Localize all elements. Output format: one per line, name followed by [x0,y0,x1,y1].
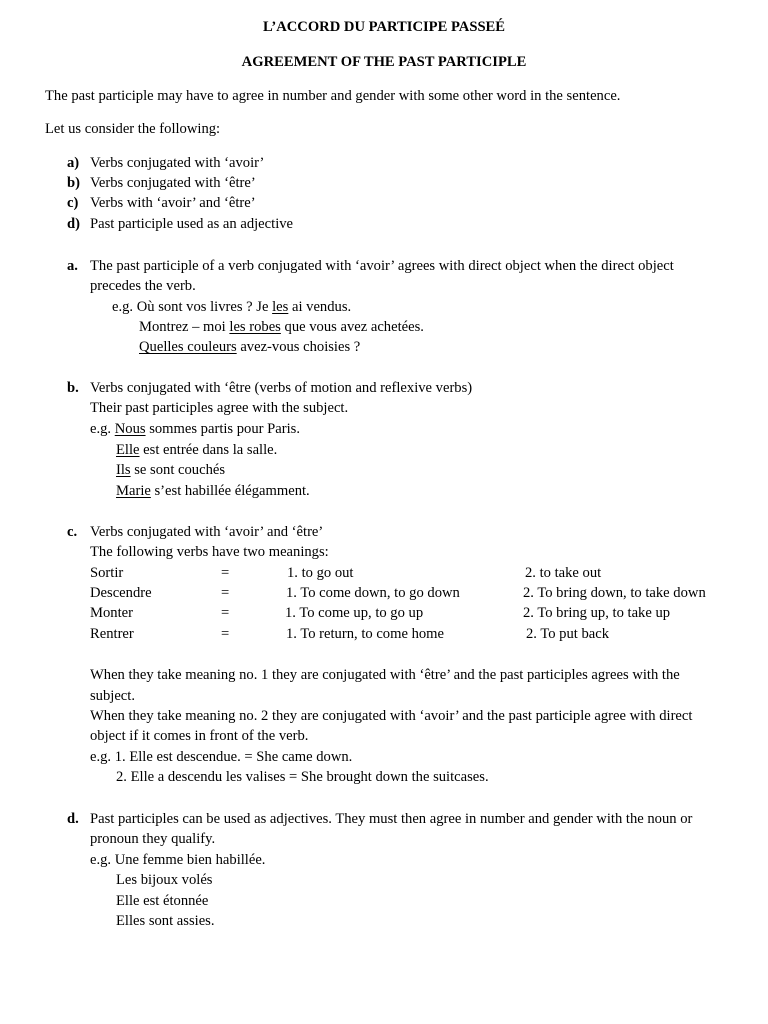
meaning-1-cell: 1. To come up, to go up [285,605,424,621]
section-letter: d. [67,811,79,827]
outline-letter: a) [67,155,80,171]
example-line [116,460,225,481]
example-text: Montrez – moi [139,319,230,335]
meaning-1-cell: 1. To return, to come home [286,626,444,642]
example-line [139,317,424,338]
section-letter: c. [67,524,78,540]
section-text: When they take meaning no. 2 they are conjugated with ‘avoir’ and the past participle agree with direct [90,708,693,724]
outline-item: Past participle used as an adjective [90,216,294,232]
example-text: avez-vous choisies ? [236,339,361,355]
page-title: L’ACCORD DU PARTICIPE PASSEÉ [262,19,506,35]
section-text: Verbs conjugated with ‘avoir’ and ‘être’ [90,524,324,540]
underlined-word: les robes [229,319,281,335]
section-text: object if it comes in front of the verb. [90,728,309,744]
outline-item: Verbs conjugated with ‘avoir’ [90,155,265,171]
example-text: est entrée dans la salle. [139,442,278,458]
section-text: The past participle of a verb conjugated with ‘avoir’ agrees with direct object when the direct object [90,258,674,274]
example-line [90,419,300,440]
example-text: e.g. [90,421,115,437]
section-text: precedes the verb. [90,278,196,294]
equals-cell: = [221,585,230,601]
underlined-word: Ils [116,462,131,478]
underlined-word: Nous [114,421,146,437]
example-text: sommes partis pour Paris. [145,421,300,437]
section-text: Verbs conjugated with ‘être (verbs of motion and reflexive verbs) [90,380,473,396]
example-line: e.g. Une femme bien habillée. [90,852,266,868]
meaning-2-cell: 2. To bring up, to take up [523,605,671,621]
example-line [116,481,310,502]
intro-paragraph: The past participle may have to agree in number and gender with some other word in the sentence. [45,88,621,104]
example-line: e.g. 1. Elle est descendue. = She came down. [90,749,353,765]
outline-letter: b) [67,175,80,191]
section-letter: b. [67,380,79,396]
consider-line: Let us consider the following: [45,121,221,137]
outline-item: Verbs conjugated with ‘être’ [90,175,256,191]
example-line [112,297,351,318]
example-text: s’est habillée élégamment. [150,483,310,499]
example-line: Elles sont assies. [116,913,215,929]
outline-item: Verbs with ‘avoir’ and ‘être’ [90,195,256,211]
underlined-word: les [272,299,289,315]
meaning-2-cell: 2. To bring down, to take down [523,585,706,601]
section-text: Their past participles agree with the subject. [90,400,349,416]
example-line: Elle est étonnée [116,893,209,909]
underlined-word: Elle [116,442,140,458]
underlined-word: Quelles couleurs [139,339,237,355]
verb-cell: Descendre [90,585,152,601]
example-line: 2. Elle a descendu les valises = She brought down the suitcases. [116,769,489,785]
section-letter: a. [67,258,78,274]
section-text: When they take meaning no. 1 they are conjugated with ‘être’ and the past participles agrees with the [90,667,680,683]
meaning-1-cell: 1. to go out [287,565,354,581]
meaning-1-cell: 1. To come down, to go down [286,585,460,601]
equals-cell: = [221,626,230,642]
example-text: se sont couchés [130,462,226,478]
page-subtitle: AGREEMENT OF THE PAST PARTICIPLE [241,54,527,70]
verb-cell: Monter [90,605,133,621]
verb-cell: Rentrer [90,626,134,642]
meaning-2-cell: 2. To put back [526,626,610,642]
outline-letter: c) [67,195,79,211]
example-line [139,337,360,358]
meaning-2-cell: 2. to take out [525,565,602,581]
example-text: e.g. Où sont vos livres ? Je [112,299,273,315]
outline-letter: d) [67,216,80,232]
section-text: The following verbs have two meanings: [90,544,329,560]
example-line [116,440,277,461]
section-text: subject. [90,688,135,704]
example-text: ai vendus. [288,299,352,315]
example-text: que vous avez achetées. [280,319,424,335]
underlined-word: Marie [116,483,151,499]
section-text: Past participles can be used as adjectives. They must then agree in number and gender with the noun or [90,811,693,827]
section-text: pronoun they qualify. [90,831,216,847]
equals-cell: = [221,565,230,581]
verb-cell: Sortir [90,565,124,581]
example-line: Les bijoux volés [116,872,213,888]
equals-cell: = [221,605,230,621]
